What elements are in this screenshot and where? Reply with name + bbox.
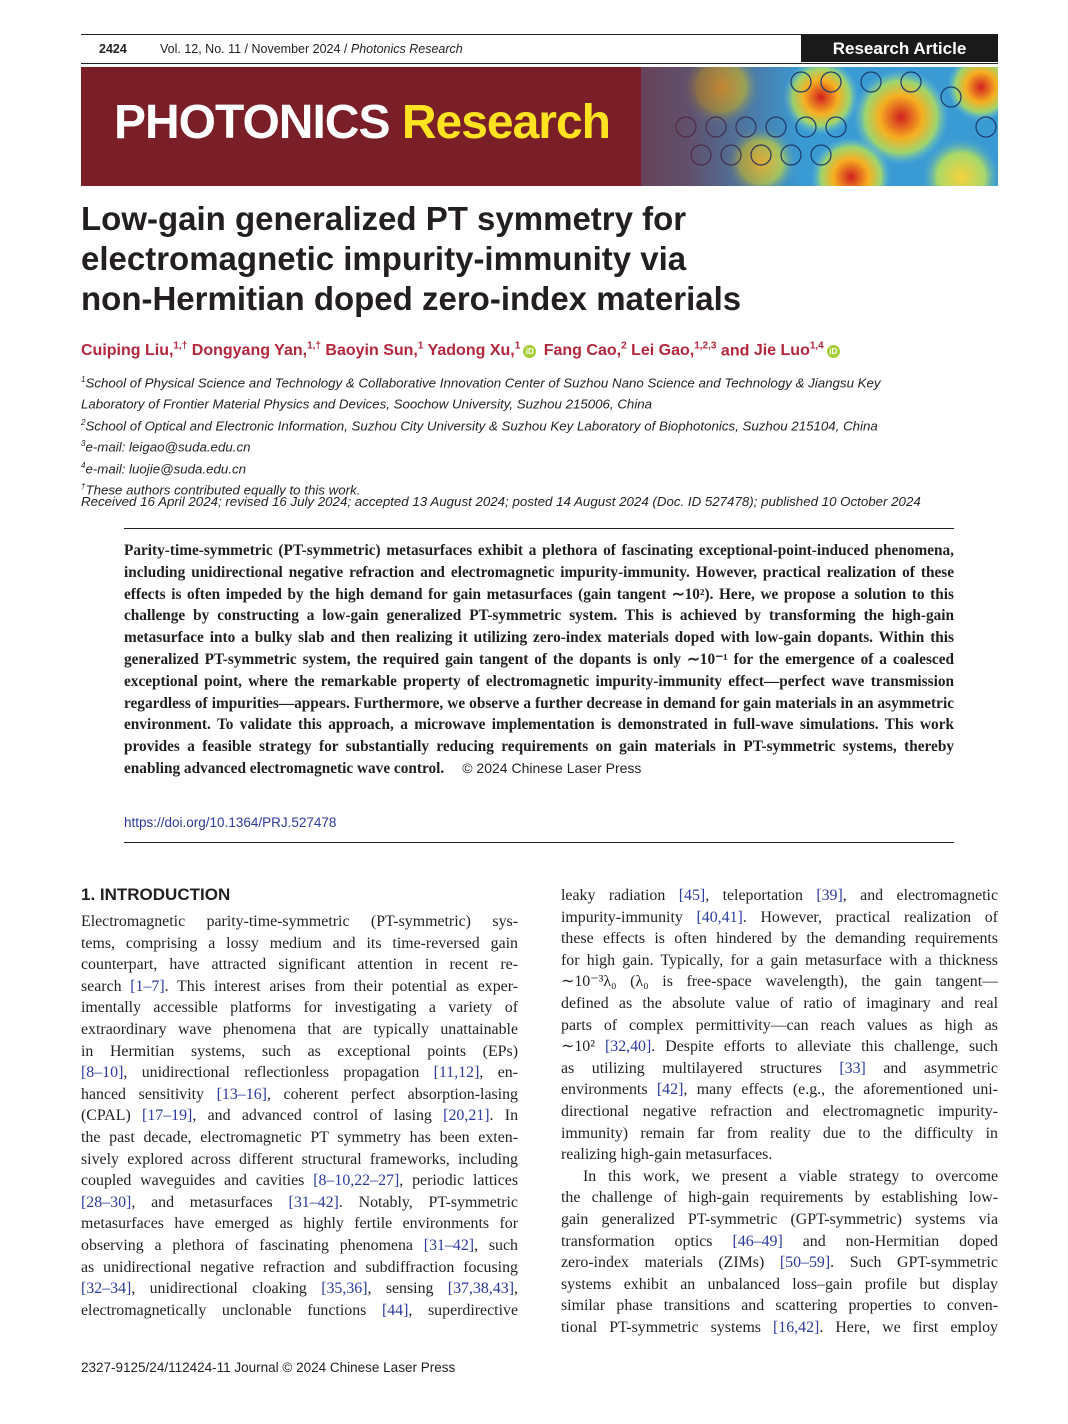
body-line: imentally accessible platforms for investigating a variety of [81, 999, 518, 1017]
body-line: observing a plethora of fascinating phenomena [31–42], such [81, 1236, 518, 1254]
affiliation-text: These authors contributed equally to this work. [85, 482, 361, 498]
section-heading: 1. INTRODUCTION [81, 885, 231, 904]
journal-header-bar [81, 34, 998, 64]
body-line: [8–10], unidirectional reflectionless propagation [11,12], en- [81, 1064, 518, 1082]
affiliation-sup: 4 [81, 460, 86, 470]
author-affil-sup: 1,† [173, 341, 188, 352]
affiliation-text: School of Physical Science and Technology & Collaborative Innovation Center of Suzhou Nano Science and Technology & Jiangsu Key [85, 375, 881, 391]
author [428, 342, 521, 359]
body-line: for high gain. Typically, for a gain metasurface with a thickness [561, 951, 998, 969]
author-name: Jie Luo [753, 342, 810, 360]
body-line: directional negative refraction and electromagnetic impurity- [561, 1102, 998, 1120]
body-line: in Hermitian systems, such as exceptional points (EPs) [81, 1042, 518, 1060]
body-line: [28–30], and metasurfaces [31–42]. Notably, PT-symmetric [81, 1193, 518, 1211]
body-line: [32–34], unidirectional cloaking [35,36], sensing [37,38,43], [81, 1280, 518, 1298]
body-line: impurity-immunity [40,41]. However, practical realization of [561, 908, 998, 926]
body-line: transformation optics [46–49] and non-Hermitian doped [561, 1232, 998, 1250]
affiliation [81, 414, 991, 435]
abstract-bottom-rule [124, 842, 954, 843]
author-name: Dongyang Yan, [191, 342, 308, 360]
body-line: Electromagnetic parity-time-symmetric (PT-symmetric) sys- [81, 913, 518, 930]
abstract-text: Parity-time-symmetric (PT-symmetric) metasurfaces exhibit a plethora of fascinating exceptional-point-induced phenomena, including unidirectional negative refraction and electromagnetic impurity-immunity. However, practical realization of these effects is often impeded by the high demand for gain metasurfaces (gain tangent ∼10²). Here, we propose a solution to this challenge by constructing a low-gain generalized PT-symmetric system. This is achieved by transforming the high-gain metasurface into a bulky slab and then realizing it utilizing zero-index materials doped with low-gain dopants. Within this generalized PT-symmetric system, the required gain tangent of the dopants is only ∼10⁻¹ for the emergence of a coalesced exceptional point, where the remarkable property of electromagnetic impurity-immunity effect—perfect wave transmission regardless of impurities—appears. Furthermore, we observe a further decrease in demand for gain materials in an asymmetric environment. To validate this approach, a microwave implementation is demonstrated in full-wave simulations. This work provides a feasible strategy for substantially reducing requirements on gain materials in PT-symmetric systems, thereby enabling advanced electromagnetic wave control. [124, 542, 954, 777]
body-column-right [561, 885, 998, 1338]
orcid-icon[interactable]: iD [523, 345, 536, 358]
page-footer: 2327-9125/24/112424-11 Journal © 2024 Chinese Laser Press [81, 1360, 456, 1375]
banner-title [114, 95, 610, 150]
body-line: as utilizing multilayered structures [33] and asymmetric [561, 1059, 998, 1077]
author-name: Lei Gao, [631, 342, 695, 360]
affiliation [81, 435, 991, 456]
body-line: immunity) remain far from reality due to the difficulty in [561, 1124, 998, 1142]
affiliation-sup: 1 [81, 375, 86, 384]
body-line: ∼10² [32,40]. Despite efforts to alleviate this challenge, such [561, 1038, 998, 1056]
body-line: In this work, we present a viable strategy to overcome [583, 1167, 998, 1185]
body-line: extraordinary wave phenomena that are typically unattainable [81, 1020, 518, 1038]
journal-name: Photonics Research [350, 42, 463, 56]
article-title [81, 199, 981, 319]
affiliation [81, 371, 991, 392]
affiliation [81, 392, 991, 413]
author-name: Fang Cao, [543, 342, 622, 360]
body-line: environments [42], many effects (e.g., the aforementioned uni- [561, 1081, 998, 1099]
doi-link[interactable]: https://doi.org/10.1364/PRJ.527478 [124, 815, 337, 830]
body-column-left [81, 911, 518, 1321]
body-line: search [1–7]. This interest arises from their potential as exper- [81, 977, 518, 995]
affiliation [81, 457, 991, 478]
author-affil-sup: 1,2,3 [694, 341, 717, 352]
author-name: Cuiping Liu, [81, 342, 174, 360]
body-line: leaky radiation [45], teleportation [39], and electromagnetic [561, 887, 998, 904]
author [631, 342, 716, 359]
body-line: these effects is often hindered by the demanding requirements [561, 930, 998, 948]
title-line: non-Hermitian doped zero-index materials [81, 280, 742, 317]
body-line: parts of complex permittivity—can reach values as high as [561, 1016, 998, 1034]
author-name: Baoyin Sun, [325, 342, 418, 360]
author-name: Yadong Xu, [427, 342, 515, 360]
body-line: (CPAL) [17–19], and advanced control of lasing [20,21]. In [81, 1107, 518, 1125]
body-line: gain generalized PT-symmetric (GPT-symmetric) systems via [561, 1210, 998, 1228]
body-line: metasurfaces have emerged as highly fertile environments for [81, 1215, 518, 1233]
page-number: 2424 [99, 42, 127, 56]
body-line: the past decade, electromagnetic PT symmetry has been exten- [81, 1128, 518, 1146]
body-line: electromagnetically unclonable functions [44], superdirective [81, 1301, 518, 1319]
affiliations [81, 371, 991, 500]
banner-word-research: Research [401, 96, 610, 149]
article-type-label: Research Article [801, 35, 998, 62]
abstract [124, 540, 954, 780]
body-line: sively explored across different structural frameworks, including [81, 1150, 518, 1168]
title-line: electromagnetic impurity-immunity via [81, 240, 687, 277]
body-line: tional PT-symmetric systems [16,42]. Here, we first employ [561, 1318, 998, 1336]
affiliation-text: School of Optical and Electronic Information, Suzhou City University & Suzhou Key Laboratory of Biophotonics, Suzhou 215104, China [85, 418, 878, 434]
body-line: systems exhibit an unbalanced loss–gain profile but display [561, 1275, 998, 1293]
affiliation-text: Laboratory of Frontier Material Physics and Devices, Soochow University, Suzhou 215006, China [81, 396, 653, 412]
banner-word-photonics: PHOTONICS [114, 96, 390, 149]
author [544, 342, 627, 359]
journal-banner [81, 67, 998, 186]
journal-volume: Vol. 12, No. 11 / November 2024 / [160, 42, 351, 56]
author [192, 342, 321, 359]
author-affil-sup: 1 [417, 341, 424, 352]
abstract-copyright: © 2024 Chinese Laser Press [462, 759, 642, 776]
body-line: as unidirectional negative refraction and subdiffraction focusing [81, 1258, 518, 1276]
author [754, 342, 824, 359]
publication-dates: Received 16 April 2024; revised 16 July 2024; accepted 13 August 2024; posted 14 August 2024 (Doc. ID 527478); published 10 October 2024 [81, 494, 921, 509]
author-affil-sup: 1,4 [809, 341, 824, 352]
affiliation-email[interactable]: e-mail: luojie@suda.edu.cn [85, 461, 247, 477]
body-line: hanced sensitivity [13–16], coherent perfect absorption-lasing [81, 1085, 518, 1103]
body-line: zero-index materials (ZIMs) [50–59]. Such GPT-symmetric [561, 1254, 998, 1272]
author-affil-sup: 1 [514, 341, 521, 352]
affiliation-email[interactable]: e-mail: leigao@suda.edu.cn [85, 439, 251, 455]
body-line: tems, comprising a lossy medium and its time-reversed gain [81, 934, 518, 952]
author-list [81, 341, 843, 360]
author-conjunction: and [720, 342, 750, 360]
author-affil-sup: 1,† [307, 341, 321, 352]
body-line: counterpart, have attracted significant attention in recent re- [81, 956, 518, 974]
author [81, 342, 187, 359]
affiliation-sup: † [81, 482, 86, 492]
orcid-icon[interactable]: iD [827, 345, 840, 358]
body-line: coupled waveguides and cavities [8–10,22–27], periodic lattices [81, 1172, 518, 1190]
affiliation-sup: 3 [81, 439, 86, 449]
body-line: defined as the absolute value of ratio of imaginary and real [561, 994, 998, 1012]
affiliation-sup: 2 [81, 417, 86, 427]
author-affil-sup: 2 [621, 341, 627, 352]
abstract-top-rule [124, 528, 954, 529]
journal-reference [160, 42, 463, 56]
body-line: similar phase transitions and scattering properties to conven- [561, 1297, 998, 1315]
title-line: Low-gain generalized PT symmetry for [81, 200, 687, 237]
body-line: the challenge of high-gain requirements by establishing low- [561, 1189, 998, 1207]
body-line: ∼10⁻³λ₀ (λ₀ is free-space wavelength), the gain tangent— [561, 973, 998, 991]
author [325, 342, 423, 359]
body-line: realizing high-gain metasurfaces. [561, 1146, 773, 1164]
